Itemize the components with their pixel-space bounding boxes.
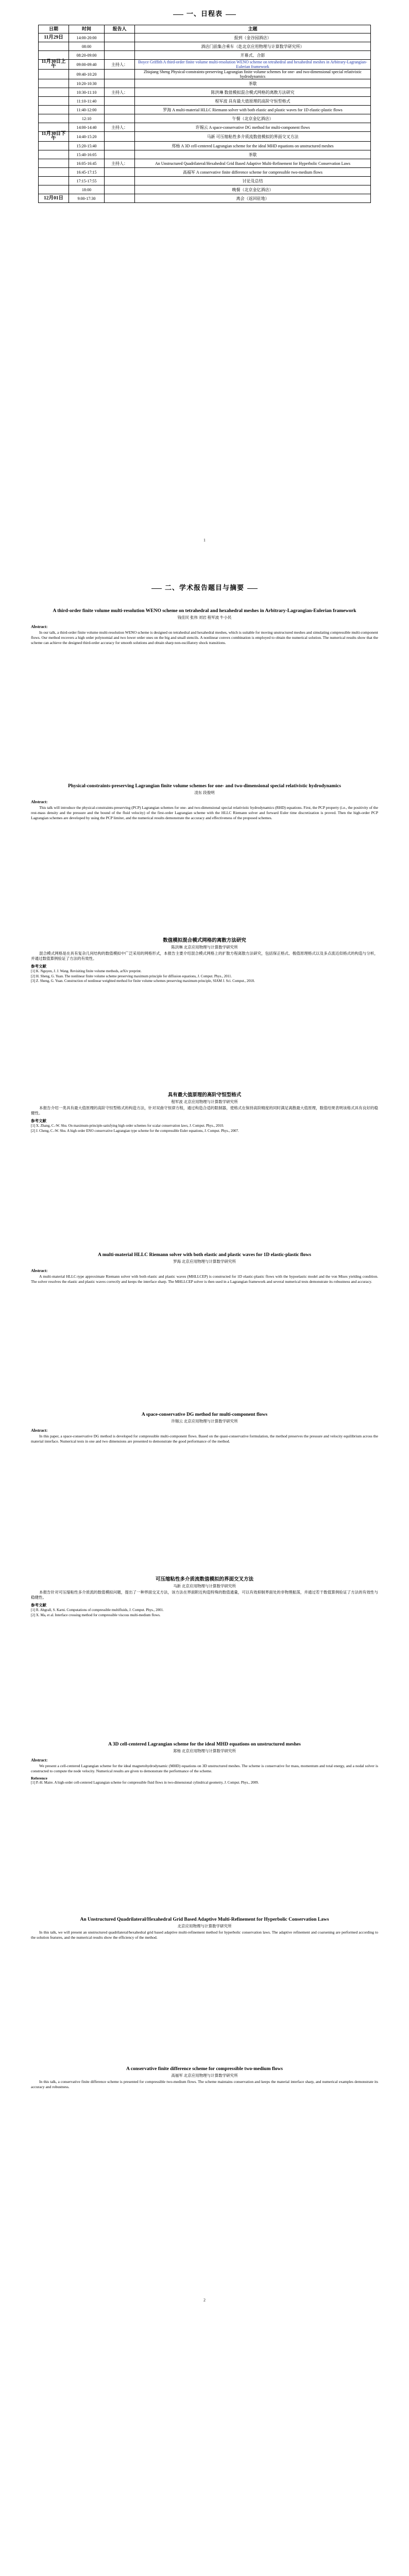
table-cell-spk bbox=[105, 114, 135, 123]
abstract-heading: Abstract: bbox=[31, 624, 48, 629]
table-cell-time: 09:00-09:40 bbox=[69, 60, 105, 70]
table-cell-date: 12月01日 bbox=[39, 194, 69, 203]
abstract-text: This talk will introduce the physical-constraints-preserving (PCP) Lagrangian schemes for one- and two-dimensional special relativistic hydrodynamics (RHD) equations. First, the PCP property (i.e., the positivity of the rest-mass density and the pressure and the bound of the fluid velocity) of the first-order Lagrangian scheme with the HLLC Riemann solver and forward Euler time discretization is proved. Then the high-order PCP Lagrangian schemes are developed by using the PCP limiter, and the numerical results demonstrate the accuracy and effectiveness of the proposed schemes. bbox=[31, 805, 378, 820]
abstract-authors: 程军波 北京应用物理与计算数学研究所 bbox=[171, 1099, 238, 1104]
table-cell-date bbox=[39, 177, 69, 185]
abstract-text: In this talk, we will present an unstructured quadrilateral/hexahedral grid based adaptive multi-refinement method for hyperbolic conservation laws. The adaptive refinement and coarsening are performed according to the solution features, and the numerical results show the efficiency of the method. bbox=[31, 1930, 378, 1940]
abstract-title: A third-order finite volume multi-resolution WENO scheme on tetrahedral and hexahedral meshes in Arbitrary-Lagrangian-Eulerian framework bbox=[53, 608, 356, 614]
abstract-text: 本报告针对可压缩粘性多介质流的数值模拟问题，提出了一种界面交叉方法，该方法在界面附近构造特殊的数值通量，可以有效抑制界面处的非物理振荡，并通过若干数值算例验证了方法的有效性与稳健性。 bbox=[31, 1590, 378, 1600]
table-cell-date bbox=[39, 79, 69, 88]
header-time: 时间 bbox=[69, 25, 105, 33]
section-1-title: 一、日程表 bbox=[0, 8, 409, 18]
table-cell-date bbox=[39, 150, 69, 159]
table-cell-time: 08:00 bbox=[69, 42, 105, 51]
table-cell-time: 10:20-10:30 bbox=[69, 79, 105, 88]
table-cell-date: 11月30日上午 bbox=[39, 60, 69, 70]
table-row bbox=[39, 79, 371, 88]
table-cell-date bbox=[39, 159, 69, 168]
page-number: 1 bbox=[203, 538, 206, 543]
table-row bbox=[39, 185, 371, 194]
table-cell-spk bbox=[105, 97, 135, 106]
table-cell-time: 16:45-17:15 bbox=[69, 168, 105, 177]
header-date: 日期 bbox=[39, 25, 69, 33]
table-row bbox=[39, 177, 371, 185]
table-cell-spk bbox=[105, 177, 135, 185]
abstract-title: An Unstructured Quadrilateral/Hexahedral Grid Based Adaptive Multi-Refinement for Hyperbolic Conservation Laws bbox=[80, 1917, 329, 1922]
table-cell-topic: 开幕式、合影 bbox=[135, 51, 371, 60]
table-cell-time: 11:40-12:00 bbox=[69, 106, 105, 114]
header-topic: 主题 bbox=[135, 25, 371, 33]
table-row bbox=[39, 142, 371, 150]
table-cell-topic: 程军波 具有最大值原理的高阶守恒型格式 bbox=[135, 97, 371, 106]
table-cell-time: 11:10-11:40 bbox=[69, 97, 105, 106]
table-row bbox=[39, 106, 371, 114]
table-cell-topic: 讨论及总结 bbox=[135, 177, 371, 185]
table-cell-time: 14:00-20:00 bbox=[69, 33, 105, 42]
table-cell-topic: 报到（金谷园酒店） bbox=[135, 33, 371, 42]
abstract-authors: 罗海 北京应用物理与计算数学研究所 bbox=[173, 1259, 236, 1264]
abstract-text: 本报告介绍一类具有最大值原理的高阶守恒型格式的构造方法，针对双曲守恒律方程，通过构造合适的限制器，使格式在保持高阶精度的同时满足离散最大值原理，数值结果表明该格式具有良好的稳健性。 bbox=[31, 1106, 378, 1115]
abstract-text: 混合模式网格是在具有复杂几何结构的数值模拟中广泛采用的网格形式，本报告主要介绍混合模式网格上的扩散方程离散方法研究，包括保正格式、极值原理格式以及多点流近似格式的构造与分析，并通过数值算例验证了方法的有效性。 bbox=[31, 951, 378, 961]
table-cell-topic: 马新 可压缩粘性多介质流数值模拟的界面交叉方法 bbox=[135, 132, 371, 142]
references-heading: 参考文献 bbox=[31, 964, 46, 969]
abstract-block bbox=[31, 1577, 378, 1618]
abstract-block bbox=[31, 2066, 378, 2090]
reference-item: [2] H. Sheng, G. Yuan. The nonlinear finite volume scheme preserving maximum principle for diffusion equations, J. Comput. Phys., 2011. bbox=[31, 974, 232, 978]
abstract-block bbox=[31, 1412, 378, 1444]
page-number: 2 bbox=[203, 2298, 206, 2302]
table-cell-topic: 许锡云 A space-conservative DG method for multi-component flows bbox=[135, 123, 371, 132]
table-cell-spk bbox=[105, 132, 135, 142]
abstract-authors: 郑杨 北京应用物理与计算数学研究所 bbox=[173, 1749, 236, 1753]
abstract-title: A multi-material HLLC Riemann solver with both elastic and plastic waves for 1D elastic-plastic flows bbox=[98, 1252, 311, 1258]
table-cell-date: 11月29日 bbox=[39, 33, 69, 42]
abstract-authors: 北京应用物理与计算数学研究所 bbox=[177, 1924, 232, 1928]
abstract-block bbox=[31, 783, 378, 821]
table-cell-topic: 罗海 A multi-material HLLC Riemann solver with both elastic and plastic waves for 1D elastic-plastic flows bbox=[135, 106, 371, 114]
table-row bbox=[39, 97, 371, 106]
table-cell-topic: 茶歇 bbox=[135, 79, 371, 88]
references-heading: Reference bbox=[31, 1776, 47, 1781]
table-cell-topic: 晚餐（北京金亿酒店） bbox=[135, 185, 371, 194]
table-cell-date: 11月30日下午 bbox=[39, 132, 69, 142]
table-cell-spk bbox=[105, 150, 135, 159]
table-cell-date bbox=[39, 42, 69, 51]
table-cell-topic: 陈洪琳 数值模拟混合模式网格的离散方法研究 bbox=[135, 88, 371, 97]
reference-item: [1] P.-H. Maire. A high-order cell-centered Lagrangian scheme for compressible fluid flows in two-dimensional cylindrical geometry, J. Comput. Phys., 2009. bbox=[31, 1781, 259, 1785]
table-cell-date bbox=[39, 51, 69, 60]
table-cell-topic: 离会（返回驻地） bbox=[135, 194, 371, 203]
abstract-authors: 钱佳民 张伟 刘岩 程军波 牛小民 bbox=[177, 615, 232, 620]
table-cell-date bbox=[39, 70, 69, 79]
table-cell-spk bbox=[105, 33, 135, 42]
references-heading: 参考文献 bbox=[31, 1603, 46, 1607]
abstract-block bbox=[31, 1741, 378, 1786]
reference-item: [1] K. Nguyen, J. J. Wang. Revisiting finite volume methods, arXiv preprint. bbox=[31, 969, 142, 973]
reference-item: [1] R. Abgrall, S. Karni. Computations of compressible multifluids, J. Comput. Phys., 2001. bbox=[31, 1608, 164, 1612]
abstract-title: 可压缩粘性多介质流数值模拟的界面交叉方法 bbox=[155, 1577, 253, 1582]
table-cell-time: 12:10 bbox=[69, 114, 105, 123]
table-cell-spk bbox=[105, 51, 135, 60]
table-cell-spk: 主持人： bbox=[105, 123, 135, 132]
abstract-authors: 陈洪琳 北京应用物理与计算数学研究所 bbox=[171, 945, 238, 950]
table-cell-topic: An Unstructured Quadrilateral/Hexahedral Grid Based Adaptive Multi-Refinement for Hyperbolic Conservation Laws bbox=[135, 159, 371, 168]
table-cell-date bbox=[39, 106, 69, 114]
abstract-title: 数值模拟混合模式网格的离散方法研究 bbox=[163, 938, 246, 943]
table-row bbox=[39, 114, 371, 123]
table-row bbox=[39, 51, 371, 60]
table-header-row bbox=[39, 25, 371, 33]
reference-item: [2] J. Cheng, C.-W. Shu. A high order ENO conservative Lagrangian type scheme for the compressible Euler equations, J. Comput. Phys., 2007. bbox=[31, 1128, 239, 1133]
table-row bbox=[39, 123, 371, 132]
abstract-title: 具有最大值原理的高阶守恒型格式 bbox=[167, 1093, 242, 1098]
table-cell-spk bbox=[105, 142, 135, 150]
table-row bbox=[39, 33, 371, 42]
table-cell-topic: Zhiqiang Sheng Physical-constraints-preserving Lagrangian finite volume schemes for one- and two-dimensional special relativistic hydrodynamics bbox=[135, 70, 371, 79]
reference-item: [2] X. Ma, et al. Interface crossing method for compressible viscous multi-medium flows. bbox=[31, 1613, 161, 1617]
table-row bbox=[39, 194, 371, 203]
table-cell-spk: 主持人： bbox=[105, 88, 135, 97]
abstract-heading: Abstract: bbox=[31, 1268, 48, 1273]
table-cell-topic: Boyce Griffith A third-order finite volume multi-resolution WENO scheme on tetrahedral and hexahedral meshes in Arbitrary-Lagrangian-Eulerian framework bbox=[135, 60, 371, 70]
references-heading: 参考文献 bbox=[31, 1118, 46, 1123]
abstract-text: We present a cell-centered Lagrangian scheme for the ideal magnetohydrodynamic (MHD) equations on 3D unstructured meshes. The scheme is conservative for mass, momentum and total energy, and a nodal solver is constructed to compute the node velocity. Numerical results are given to demonstrate the performance of the scheme. bbox=[31, 1764, 378, 1773]
reference-item: [3] Z. Sheng, G. Yuan. Construction of nonlinear weighted method for finite volume schemes preserving maximum principle, SIAM J. Sci. Comput., 2018. bbox=[31, 979, 255, 983]
abstract-text: A multi-material HLLC-type approximate Riemann solver with both elastic and plastic waves (MHLLCEP) is constructed for 1D elastic-plastic flows with the hypoelastic model and the von Mises yielding condition. The solver resolves the elastic and plastic waves correctly and keeps the interface sharp. The MHLLCEP solver is then used in a Lagrangian framework and several numerical tests demonstrate its robustness and accuracy. bbox=[31, 1274, 378, 1284]
table-cell-date bbox=[39, 123, 69, 132]
table-cell-spk bbox=[105, 185, 135, 194]
table-cell-spk bbox=[105, 168, 135, 177]
table-cell-time: 14:00-14:40 bbox=[69, 123, 105, 132]
table-cell-date bbox=[39, 114, 69, 123]
table-cell-spk bbox=[105, 42, 135, 51]
table-cell-date bbox=[39, 168, 69, 177]
table-cell-time: 15:40-16:05 bbox=[69, 150, 105, 159]
table-cell-date bbox=[39, 97, 69, 106]
abstract-title: A conservative finite difference scheme for compressible two-medium flows bbox=[126, 2066, 283, 2072]
table-cell-date bbox=[39, 88, 69, 97]
section-2-title: 二、学术报告题目与摘要 bbox=[0, 582, 409, 592]
abstract-block bbox=[31, 938, 378, 984]
table-cell-spk bbox=[105, 79, 135, 88]
abstract-heading: Abstract: bbox=[31, 1758, 48, 1762]
schedule-table bbox=[38, 25, 371, 203]
abstract-title: A space-conservative DG method for multi-component flows bbox=[141, 1412, 268, 1417]
table-row bbox=[39, 42, 371, 51]
table-row bbox=[39, 60, 371, 70]
abstract-text: In our talk, a third-order finite volume multi-resolution WENO scheme is designed on tetrahedral and hexahedral meshes, which is suitable for moving unstructured meshes and simulating compressible multi-component flows. Our method recovers a high order polynomial and two lower order ones on the big and small stencils. A nonlinear convex combination is employed to obtain the numerical solution. The numerical results show that the scheme can achieve the designed third-order accuracy for smooth solutions and obtain sharp non-oscillatory shock transitions. bbox=[31, 630, 378, 645]
table-cell-spk bbox=[105, 194, 135, 203]
abstract-title: A 3D cell-centered Lagrangian scheme for the ideal MHD equations on unstructured meshes bbox=[108, 1742, 301, 1747]
table-cell-topic: 午餐（北京金亿酒店） bbox=[135, 114, 371, 123]
abstract-heading: Abstract: bbox=[31, 1428, 48, 1433]
reference-item: [1] X. Zhang, C.-W. Shu. On maximum-principle-satisfying high order schemes for scalar conservation laws, J. Comput. Phys., 2010. bbox=[31, 1124, 224, 1128]
table-row bbox=[39, 88, 371, 97]
table-row bbox=[39, 150, 371, 159]
table-cell-spk bbox=[105, 106, 135, 114]
table-cell-time: 08:20-09:00 bbox=[69, 51, 105, 60]
table-cell-topic: 高福军 A conservative finite difference scheme for compressible two-medium flows bbox=[135, 168, 371, 177]
table-cell-time: 9:00-17:30 bbox=[69, 194, 105, 203]
table-cell-topic: 酒店门前集合乘车（赴北京应用物理与计算数学研究所） bbox=[135, 42, 371, 51]
abstract-text: In this talk, a conservative finite difference scheme is presented for compressible two-medium flows. The scheme maintains conservation and keeps the material interface sharp, and numerical examples demonstrate its accuracy and robustness. bbox=[31, 2079, 378, 2089]
schedule-body bbox=[39, 33, 371, 203]
abstract-authors: 马新 北京应用物理与计算数学研究所 bbox=[173, 1584, 236, 1588]
abstract-title: Physical-constraints-preserving Lagrangian finite volume schemes for one- and two-dimensional special relativistic hydrodynamics bbox=[68, 784, 341, 789]
table-row bbox=[39, 159, 371, 168]
table-cell-time: 15:20-15:40 bbox=[69, 142, 105, 150]
abstract-block bbox=[31, 608, 378, 646]
table-cell-date bbox=[39, 185, 69, 194]
abstract-authors: 许锡云 北京应用物理与计算数学研究所 bbox=[171, 1419, 238, 1423]
abstract-authors: 高福军 北京应用物理与计算数学研究所 bbox=[171, 2073, 238, 2078]
table-cell-spk bbox=[105, 70, 135, 79]
abstract-heading: Abstract: bbox=[31, 800, 48, 804]
abstract-authors: 凌东 段俊明 bbox=[194, 790, 215, 795]
abstract-block bbox=[31, 1917, 378, 1940]
header-speaker: 报告人 bbox=[105, 25, 135, 33]
table-cell-time: 18:00 bbox=[69, 185, 105, 194]
table-row bbox=[39, 132, 371, 142]
table-cell-spk: 主持人： bbox=[105, 159, 135, 168]
table-cell-time: 09:40-10:20 bbox=[69, 70, 105, 79]
table-cell-time: 10:30-11:10 bbox=[69, 88, 105, 97]
table-cell-topic: 茶歇 bbox=[135, 150, 371, 159]
table-row bbox=[39, 70, 371, 79]
abstract-block bbox=[31, 1252, 378, 1284]
table-cell-time: 14:40-15:20 bbox=[69, 132, 105, 142]
table-cell-time: 17:15-17:55 bbox=[69, 177, 105, 185]
table-row bbox=[39, 168, 371, 177]
abstract-block bbox=[31, 1092, 378, 1133]
table-cell-topic: 郑杨 A 3D cell-centered Lagrangian scheme for the ideal MHD equations on unstructured meshes bbox=[135, 142, 371, 150]
table-cell-date bbox=[39, 142, 69, 150]
table-cell-spk: 主持人： bbox=[105, 60, 135, 70]
table-cell-time: 16:05-16:45 bbox=[69, 159, 105, 168]
abstract-text: In this paper, a space-conservative DG method is developed for compressible multi-component flows. Based on the quasi-conservative formulation, the method preserves the pressure and velocity equilibrium across the material interface. Numerical tests in one and two dimensions are presented to demonstrate the good performance of the method. bbox=[31, 1434, 378, 1444]
